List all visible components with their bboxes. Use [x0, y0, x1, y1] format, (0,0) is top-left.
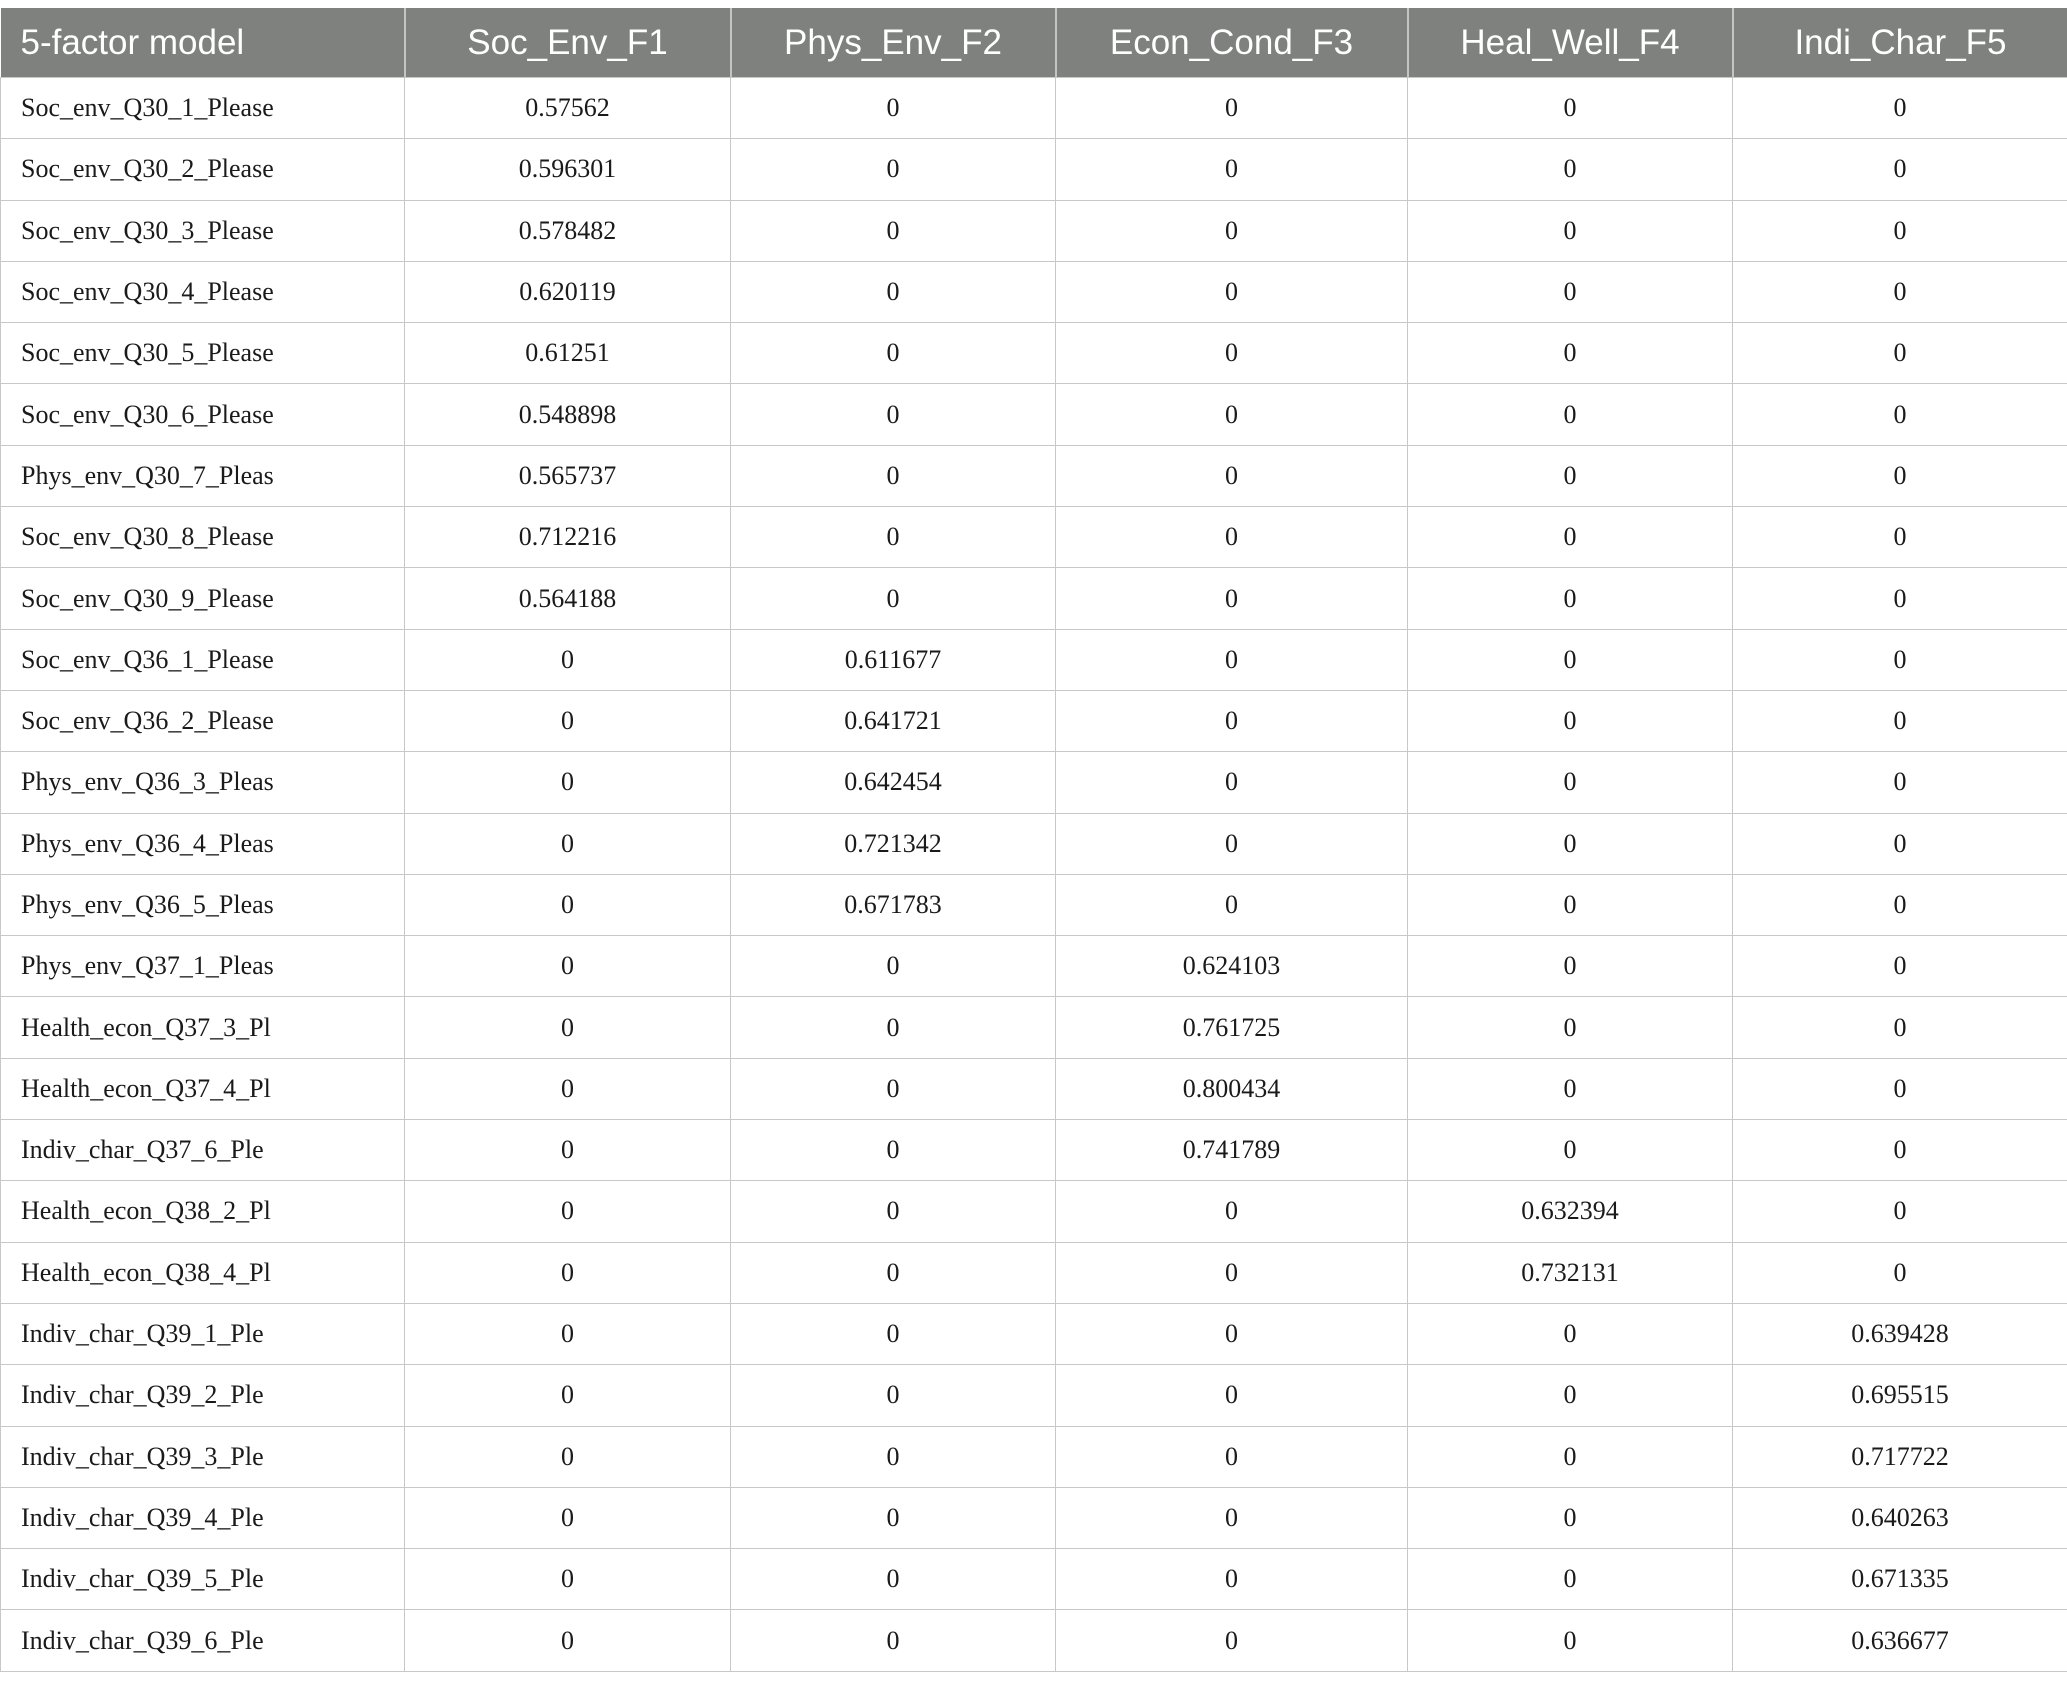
soc-env-f1-cell: 0 — [405, 1426, 731, 1487]
item-label-cell: Soc_env_Q30_4_Please — [1, 261, 405, 322]
soc-env-f1-cell: 0 — [405, 813, 731, 874]
econ-cond-f3-cell: 0 — [1056, 813, 1408, 874]
table-row — [1, 997, 2067, 1058]
phys-env-f2-cell: 0 — [731, 1426, 1056, 1487]
soc-env-f1-cell: 0 — [405, 690, 731, 751]
item-label-cell: Soc_env_Q30_8_Please — [1, 507, 405, 568]
table-row — [1, 1181, 2067, 1242]
indi-char-f5-cell: 0 — [1733, 690, 2067, 751]
soc-env-f1-cell: 0 — [405, 1549, 731, 1610]
item-label-cell: Soc_env_Q36_2_Please — [1, 690, 405, 751]
soc-env-f1-cell: 0.57562 — [405, 78, 731, 139]
indi-char-f5-cell: 0 — [1733, 874, 2067, 935]
phys-env-f2-cell: 0.641721 — [731, 690, 1056, 751]
table-row — [1, 1303, 2067, 1364]
item-label-cell: Indiv_char_Q39_4_Ple — [1, 1487, 405, 1548]
header-cell-econ-cond-f3: Econ_Cond_F3 — [1056, 8, 1408, 78]
heal-well-f4-cell: 0 — [1408, 752, 1733, 813]
table-row — [1, 1242, 2067, 1303]
indi-char-f5-cell: 0 — [1733, 629, 2067, 690]
soc-env-f1-cell: 0.712216 — [405, 507, 731, 568]
heal-well-f4-cell: 0 — [1408, 445, 1733, 506]
header-cell-model: 5-factor model — [1, 8, 405, 78]
indi-char-f5-cell: 0 — [1733, 813, 2067, 874]
heal-well-f4-cell: 0 — [1408, 384, 1733, 445]
soc-env-f1-cell: 0 — [405, 1181, 731, 1242]
phys-env-f2-cell: 0.671783 — [731, 874, 1056, 935]
table-row — [1, 752, 2067, 813]
table-row — [1, 445, 2067, 506]
econ-cond-f3-cell: 0 — [1056, 1426, 1408, 1487]
indi-char-f5-cell: 0 — [1733, 997, 2067, 1058]
heal-well-f4-cell: 0.732131 — [1408, 1242, 1733, 1303]
phys-env-f2-cell: 0 — [731, 1487, 1056, 1548]
table-row — [1, 874, 2067, 935]
soc-env-f1-cell: 0 — [405, 1242, 731, 1303]
econ-cond-f3-cell: 0 — [1056, 690, 1408, 751]
heal-well-f4-cell: 0.632394 — [1408, 1181, 1733, 1242]
heal-well-f4-cell: 0 — [1408, 997, 1733, 1058]
table-row — [1, 1365, 2067, 1426]
table-row — [1, 323, 2067, 384]
soc-env-f1-cell: 0 — [405, 874, 731, 935]
item-label-cell: Soc_env_Q30_2_Please — [1, 139, 405, 200]
indi-char-f5-cell: 0 — [1733, 1058, 2067, 1119]
item-label-cell: Indiv_char_Q37_6_Ple — [1, 1120, 405, 1181]
table-row — [1, 1426, 2067, 1487]
heal-well-f4-cell: 0 — [1408, 874, 1733, 935]
item-label-cell: Phys_env_Q30_7_Pleas — [1, 445, 405, 506]
item-label-cell: Soc_env_Q36_1_Please — [1, 629, 405, 690]
soc-env-f1-cell: 0 — [405, 1365, 731, 1426]
table-row — [1, 1058, 2067, 1119]
heal-well-f4-cell: 0 — [1408, 1426, 1733, 1487]
table-row — [1, 1549, 2067, 1610]
phys-env-f2-cell: 0 — [731, 997, 1056, 1058]
heal-well-f4-cell: 0 — [1408, 507, 1733, 568]
factor-loadings-table — [0, 8, 2067, 1672]
phys-env-f2-cell: 0 — [731, 568, 1056, 629]
indi-char-f5-cell: 0 — [1733, 1181, 2067, 1242]
indi-char-f5-cell: 0 — [1733, 384, 2067, 445]
econ-cond-f3-cell: 0 — [1056, 1242, 1408, 1303]
phys-env-f2-cell: 0 — [731, 1549, 1056, 1610]
item-label-cell: Indiv_char_Q39_5_Ple — [1, 1549, 405, 1610]
phys-env-f2-cell: 0 — [731, 78, 1056, 139]
heal-well-f4-cell: 0 — [1408, 690, 1733, 751]
phys-env-f2-cell: 0 — [731, 936, 1056, 997]
indi-char-f5-cell: 0.717722 — [1733, 1426, 2067, 1487]
header-cell-heal-well-f4: Heal_Well_F4 — [1408, 8, 1733, 78]
header-cell-indi-char-f5: Indi_Char_F5 — [1733, 8, 2067, 78]
factor-loadings-table-container — [0, 8, 2067, 1672]
table-header — [1, 8, 2067, 78]
header-cell-phys-env-f2: Phys_Env_F2 — [731, 8, 1056, 78]
item-label-cell: Health_econ_Q37_3_Pl — [1, 997, 405, 1058]
table-row — [1, 629, 2067, 690]
table-row — [1, 813, 2067, 874]
item-label-cell: Health_econ_Q38_2_Pl — [1, 1181, 405, 1242]
table-row — [1, 384, 2067, 445]
indi-char-f5-cell: 0 — [1733, 752, 2067, 813]
indi-char-f5-cell: 0 — [1733, 936, 2067, 997]
soc-env-f1-cell: 0 — [405, 752, 731, 813]
heal-well-f4-cell: 0 — [1408, 261, 1733, 322]
indi-char-f5-cell: 0 — [1733, 323, 2067, 384]
soc-env-f1-cell: 0.565737 — [405, 445, 731, 506]
table-row — [1, 200, 2067, 261]
heal-well-f4-cell: 0 — [1408, 1549, 1733, 1610]
table-row — [1, 1610, 2067, 1671]
item-label-cell: Health_econ_Q38_4_Pl — [1, 1242, 405, 1303]
phys-env-f2-cell: 0 — [731, 1365, 1056, 1426]
heal-well-f4-cell: 0 — [1408, 1058, 1733, 1119]
indi-char-f5-cell: 0 — [1733, 78, 2067, 139]
econ-cond-f3-cell: 0 — [1056, 139, 1408, 200]
phys-env-f2-cell: 0.642454 — [731, 752, 1056, 813]
econ-cond-f3-cell: 0 — [1056, 1365, 1408, 1426]
phys-env-f2-cell: 0 — [731, 445, 1056, 506]
header-row — [1, 8, 2067, 78]
phys-env-f2-cell: 0.721342 — [731, 813, 1056, 874]
item-label-cell: Indiv_char_Q39_1_Ple — [1, 1303, 405, 1364]
phys-env-f2-cell: 0 — [731, 200, 1056, 261]
indi-char-f5-cell: 0 — [1733, 568, 2067, 629]
heal-well-f4-cell: 0 — [1408, 1487, 1733, 1548]
phys-env-f2-cell: 0 — [731, 1242, 1056, 1303]
econ-cond-f3-cell: 0 — [1056, 1181, 1408, 1242]
phys-env-f2-cell: 0 — [731, 1120, 1056, 1181]
phys-env-f2-cell: 0 — [731, 384, 1056, 445]
econ-cond-f3-cell: 0 — [1056, 1610, 1408, 1671]
table-row — [1, 568, 2067, 629]
heal-well-f4-cell: 0 — [1408, 629, 1733, 690]
phys-env-f2-cell: 0 — [731, 323, 1056, 384]
soc-env-f1-cell: 0 — [405, 1303, 731, 1364]
econ-cond-f3-cell: 0 — [1056, 323, 1408, 384]
econ-cond-f3-cell: 0 — [1056, 384, 1408, 445]
econ-cond-f3-cell: 0.741789 — [1056, 1120, 1408, 1181]
heal-well-f4-cell: 0 — [1408, 1365, 1733, 1426]
heal-well-f4-cell: 0 — [1408, 323, 1733, 384]
soc-env-f1-cell: 0 — [405, 936, 731, 997]
econ-cond-f3-cell: 0 — [1056, 874, 1408, 935]
item-label-cell: Soc_env_Q30_3_Please — [1, 200, 405, 261]
econ-cond-f3-cell: 0.624103 — [1056, 936, 1408, 997]
econ-cond-f3-cell: 0.761725 — [1056, 997, 1408, 1058]
item-label-cell: Indiv_char_Q39_6_Ple — [1, 1610, 405, 1671]
soc-env-f1-cell: 0.596301 — [405, 139, 731, 200]
item-label-cell: Soc_env_Q30_1_Please — [1, 78, 405, 139]
heal-well-f4-cell: 0 — [1408, 1610, 1733, 1671]
table-row — [1, 936, 2067, 997]
item-label-cell: Indiv_char_Q39_2_Ple — [1, 1365, 405, 1426]
table-row — [1, 261, 2067, 322]
table-row — [1, 507, 2067, 568]
econ-cond-f3-cell: 0 — [1056, 445, 1408, 506]
indi-char-f5-cell: 0.639428 — [1733, 1303, 2067, 1364]
table-row — [1, 690, 2067, 751]
heal-well-f4-cell: 0 — [1408, 139, 1733, 200]
soc-env-f1-cell: 0.578482 — [405, 200, 731, 261]
econ-cond-f3-cell: 0 — [1056, 1487, 1408, 1548]
item-label-cell: Phys_env_Q36_3_Pleas — [1, 752, 405, 813]
table-body — [1, 78, 2067, 1672]
econ-cond-f3-cell: 0 — [1056, 1549, 1408, 1610]
heal-well-f4-cell: 0 — [1408, 568, 1733, 629]
indi-char-f5-cell: 0 — [1733, 1120, 2067, 1181]
phys-env-f2-cell: 0 — [731, 507, 1056, 568]
indi-char-f5-cell: 0.636677 — [1733, 1610, 2067, 1671]
soc-env-f1-cell: 0 — [405, 1487, 731, 1548]
soc-env-f1-cell: 0.564188 — [405, 568, 731, 629]
econ-cond-f3-cell: 0 — [1056, 1303, 1408, 1364]
econ-cond-f3-cell: 0 — [1056, 507, 1408, 568]
econ-cond-f3-cell: 0.800434 — [1056, 1058, 1408, 1119]
phys-env-f2-cell: 0 — [731, 1181, 1056, 1242]
item-label-cell: Phys_env_Q36_4_Pleas — [1, 813, 405, 874]
soc-env-f1-cell: 0 — [405, 1610, 731, 1671]
header-cell-soc-env-f1: Soc_Env_F1 — [405, 8, 731, 78]
phys-env-f2-cell: 0 — [731, 139, 1056, 200]
econ-cond-f3-cell: 0 — [1056, 261, 1408, 322]
soc-env-f1-cell: 0 — [405, 1120, 731, 1181]
item-label-cell: Health_econ_Q37_4_Pl — [1, 1058, 405, 1119]
indi-char-f5-cell: 0 — [1733, 445, 2067, 506]
indi-char-f5-cell: 0 — [1733, 507, 2067, 568]
indi-char-f5-cell: 0 — [1733, 139, 2067, 200]
econ-cond-f3-cell: 0 — [1056, 200, 1408, 261]
item-label-cell: Soc_env_Q30_9_Please — [1, 568, 405, 629]
item-label-cell: Soc_env_Q30_5_Please — [1, 323, 405, 384]
indi-char-f5-cell: 0 — [1733, 200, 2067, 261]
heal-well-f4-cell: 0 — [1408, 936, 1733, 997]
phys-env-f2-cell: 0 — [731, 1610, 1056, 1671]
soc-env-f1-cell: 0 — [405, 1058, 731, 1119]
econ-cond-f3-cell: 0 — [1056, 752, 1408, 813]
table-row — [1, 1487, 2067, 1548]
phys-env-f2-cell: 0.611677 — [731, 629, 1056, 690]
table-row — [1, 139, 2067, 200]
phys-env-f2-cell: 0 — [731, 1303, 1056, 1364]
indi-char-f5-cell: 0 — [1733, 1242, 2067, 1303]
table-row — [1, 78, 2067, 139]
soc-env-f1-cell: 0 — [405, 629, 731, 690]
soc-env-f1-cell: 0.548898 — [405, 384, 731, 445]
phys-env-f2-cell: 0 — [731, 1058, 1056, 1119]
soc-env-f1-cell: 0 — [405, 997, 731, 1058]
soc-env-f1-cell: 0.61251 — [405, 323, 731, 384]
econ-cond-f3-cell: 0 — [1056, 568, 1408, 629]
indi-char-f5-cell: 0 — [1733, 261, 2067, 322]
heal-well-f4-cell: 0 — [1408, 1120, 1733, 1181]
table-row — [1, 1120, 2067, 1181]
econ-cond-f3-cell: 0 — [1056, 629, 1408, 690]
item-label-cell: Indiv_char_Q39_3_Ple — [1, 1426, 405, 1487]
item-label-cell: Phys_env_Q36_5_Pleas — [1, 874, 405, 935]
heal-well-f4-cell: 0 — [1408, 1303, 1733, 1364]
heal-well-f4-cell: 0 — [1408, 813, 1733, 874]
soc-env-f1-cell: 0.620119 — [405, 261, 731, 322]
indi-char-f5-cell: 0.695515 — [1733, 1365, 2067, 1426]
phys-env-f2-cell: 0 — [731, 261, 1056, 322]
item-label-cell: Soc_env_Q30_6_Please — [1, 384, 405, 445]
indi-char-f5-cell: 0.671335 — [1733, 1549, 2067, 1610]
heal-well-f4-cell: 0 — [1408, 78, 1733, 139]
heal-well-f4-cell: 0 — [1408, 200, 1733, 261]
item-label-cell: Phys_env_Q37_1_Pleas — [1, 936, 405, 997]
econ-cond-f3-cell: 0 — [1056, 78, 1408, 139]
indi-char-f5-cell: 0.640263 — [1733, 1487, 2067, 1548]
